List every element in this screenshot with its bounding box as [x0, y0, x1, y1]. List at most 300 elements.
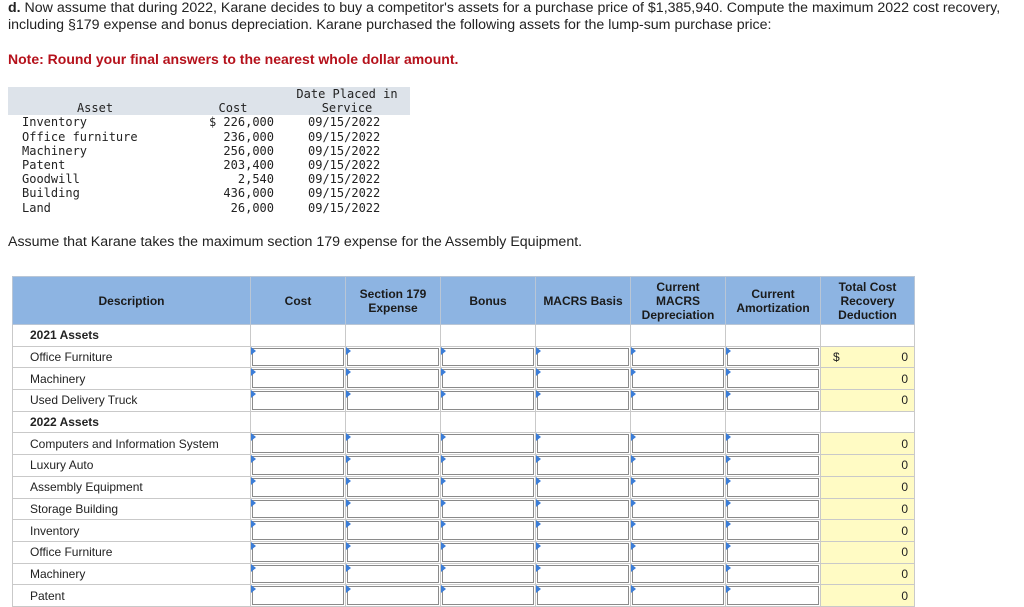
row-description: Office Furniture — [13, 541, 251, 563]
input-marker-icon — [251, 564, 256, 572]
cost-input[interactable] — [251, 368, 346, 390]
input-box[interactable] — [347, 369, 439, 388]
input-box[interactable] — [442, 565, 534, 584]
total-recovery-value — [821, 346, 915, 368]
total-recovery-value — [821, 585, 915, 607]
asset-name: Building — [22, 186, 80, 201]
input-box[interactable] — [727, 369, 819, 388]
input-marker-icon — [346, 585, 351, 593]
input-box[interactable] — [442, 500, 534, 519]
input-box[interactable] — [632, 565, 724, 584]
bonus-header: Bonus — [441, 277, 536, 325]
input-box[interactable] — [537, 391, 629, 410]
input-box[interactable] — [442, 391, 534, 410]
asset-date: 09/15/2022 — [308, 143, 381, 158]
cost-input[interactable] — [251, 455, 346, 477]
current-amortization-input[interactable] — [726, 541, 821, 563]
current-amortization-input[interactable] — [726, 520, 821, 542]
input-box[interactable] — [632, 456, 724, 475]
total-amount: 0 — [901, 393, 908, 408]
macrs-basis-input[interactable] — [536, 476, 631, 498]
total-amount: 0 — [901, 501, 908, 516]
bonus-input[interactable] — [441, 368, 536, 390]
input-marker-icon — [346, 347, 351, 355]
date-header — [284, 87, 410, 115]
grid-row — [13, 476, 915, 498]
input-box[interactable] — [537, 478, 629, 497]
input-marker-icon — [441, 347, 446, 355]
input-box[interactable] — [347, 565, 439, 584]
input-box[interactable] — [727, 348, 819, 367]
input-marker-icon — [251, 542, 256, 550]
input-marker-icon — [726, 390, 731, 398]
empty-cell — [726, 411, 821, 433]
macrs-basis-header: MACRS Basis — [536, 277, 631, 325]
input-marker-icon — [441, 433, 446, 441]
input-marker-icon — [536, 347, 541, 355]
current-amortization-input[interactable] — [726, 390, 821, 412]
empty-cell — [536, 325, 631, 347]
asset-row — [8, 201, 410, 215]
grid-row — [13, 498, 915, 520]
input-marker-icon — [536, 585, 541, 593]
input-marker-icon — [346, 542, 351, 550]
section-header-row — [13, 411, 915, 433]
asset-date: 09/15/2022 — [308, 115, 381, 130]
input-box[interactable] — [347, 434, 439, 453]
input-box[interactable] — [347, 391, 439, 410]
macrs-basis-input[interactable] — [536, 520, 631, 542]
total-amount: 0 — [901, 545, 908, 560]
total-recovery-value — [821, 433, 915, 455]
input-marker-icon — [536, 520, 541, 528]
input-box[interactable] — [632, 543, 724, 562]
input-marker-icon — [631, 455, 636, 463]
input-box[interactable] — [252, 369, 344, 388]
current-macrs-input[interactable] — [631, 390, 726, 412]
input-marker-icon — [631, 520, 636, 528]
input-box[interactable] — [632, 434, 724, 453]
input-box[interactable] — [537, 586, 629, 605]
input-box[interactable] — [632, 500, 724, 519]
total-recovery-value — [821, 390, 915, 412]
total-recovery-value — [821, 368, 915, 390]
input-marker-icon — [251, 433, 256, 441]
current-macrs-input[interactable] — [631, 476, 726, 498]
description-header: Description — [13, 277, 251, 325]
input-box[interactable] — [347, 586, 439, 605]
input-box[interactable] — [537, 434, 629, 453]
input-box[interactable] — [727, 586, 819, 605]
total-recovery-value — [821, 476, 915, 498]
input-marker-icon — [726, 368, 731, 376]
asset-row — [8, 130, 410, 144]
cost-input[interactable] — [251, 498, 346, 520]
cost-input[interactable] — [251, 563, 346, 585]
input-marker-icon — [536, 390, 541, 398]
bonus-input[interactable] — [441, 390, 536, 412]
total-recovery-value — [821, 498, 915, 520]
current-amortization-input[interactable] — [726, 476, 821, 498]
row-description: Office Furniture — [13, 346, 251, 368]
cost-input[interactable] — [251, 476, 346, 498]
current-macrs-input[interactable] — [631, 346, 726, 368]
input-box[interactable] — [632, 586, 724, 605]
s179-input[interactable] — [346, 520, 441, 542]
total-amount: 0 — [901, 371, 908, 386]
empty-cell — [441, 411, 536, 433]
total-amount: 0 — [901, 566, 908, 581]
grid-row — [13, 541, 915, 563]
asset-date: 09/15/2022 — [308, 200, 381, 215]
input-box[interactable] — [537, 521, 629, 540]
purchased-assets-table — [8, 87, 410, 215]
input-box[interactable] — [727, 543, 819, 562]
input-box[interactable] — [252, 391, 344, 410]
input-box[interactable] — [727, 521, 819, 540]
cost-input[interactable] — [251, 433, 346, 455]
macrs-basis-input[interactable] — [536, 433, 631, 455]
current-macrs-input[interactable] — [631, 541, 726, 563]
row-description: Patent — [13, 585, 251, 607]
macrs-basis-input[interactable] — [536, 498, 631, 520]
current-amortization-header: Current Amortization — [726, 277, 821, 325]
input-marker-icon — [441, 564, 446, 572]
input-marker-icon — [346, 477, 351, 485]
cost-header: Cost — [182, 87, 284, 115]
cost-input[interactable] — [251, 520, 346, 542]
total-recovery-value — [821, 455, 915, 477]
input-box[interactable] — [347, 521, 439, 540]
input-marker-icon — [346, 564, 351, 572]
input-marker-icon — [536, 368, 541, 376]
current-amortization-input[interactable] — [726, 455, 821, 477]
macrs-basis-input[interactable] — [536, 541, 631, 563]
asset-date: 09/15/2022 — [308, 172, 381, 187]
total-amount: 0 — [901, 350, 908, 365]
current-macrs-input[interactable] — [631, 498, 726, 520]
section179-header: Section 179 Expense — [346, 277, 441, 325]
input-marker-icon — [726, 564, 731, 572]
s179-input[interactable] — [346, 541, 441, 563]
grid-row — [13, 585, 915, 607]
input-box[interactable] — [537, 456, 629, 475]
input-box[interactable] — [252, 434, 344, 453]
part-label: d. — [8, 0, 21, 16]
input-box[interactable] — [347, 478, 439, 497]
input-marker-icon — [726, 347, 731, 355]
input-box[interactable] — [442, 434, 534, 453]
input-marker-icon — [536, 499, 541, 507]
current-amortization-input[interactable] — [726, 585, 821, 607]
input-box[interactable] — [442, 478, 534, 497]
asset-cost: 256,000 — [223, 143, 274, 158]
total-amount: 0 — [901, 588, 908, 603]
cost-input[interactable] — [251, 585, 346, 607]
grid-row — [13, 520, 915, 542]
cost-input[interactable] — [251, 346, 346, 368]
empty-cell — [346, 325, 441, 347]
input-marker-icon — [726, 520, 731, 528]
input-box[interactable] — [347, 456, 439, 475]
total-amount: 0 — [901, 436, 908, 451]
input-box[interactable] — [347, 348, 439, 367]
section-label: 2022 Assets — [13, 411, 251, 433]
row-description: Machinery — [13, 368, 251, 390]
input-box[interactable] — [537, 348, 629, 367]
macrs-basis-input[interactable] — [536, 455, 631, 477]
asset-row — [8, 115, 410, 129]
empty-cell — [251, 325, 346, 347]
bonus-input[interactable] — [441, 476, 536, 498]
total-recovery-header: Total Cost Recovery Deduction — [821, 277, 915, 325]
section-label: 2021 Assets — [13, 325, 251, 347]
date-header-line2: Service — [321, 101, 373, 116]
asset-cost: 236,000 — [223, 129, 274, 144]
input-box[interactable] — [252, 586, 344, 605]
empty-cell — [251, 411, 346, 433]
input-box[interactable] — [632, 391, 724, 410]
asset-name: Patent — [22, 158, 66, 173]
input-box[interactable] — [632, 348, 724, 367]
total-amount: 0 — [901, 458, 908, 473]
current-macrs-input[interactable] — [631, 455, 726, 477]
input-marker-icon — [441, 585, 446, 593]
empty-cell — [631, 411, 726, 433]
current-macrs-input[interactable] — [631, 520, 726, 542]
input-marker-icon — [726, 585, 731, 593]
input-box[interactable] — [442, 369, 534, 388]
input-marker-icon — [346, 499, 351, 507]
asset-row — [8, 158, 410, 172]
s179-input[interactable] — [346, 390, 441, 412]
input-box[interactable] — [632, 369, 724, 388]
input-marker-icon — [251, 499, 256, 507]
input-box[interactable] — [442, 543, 534, 562]
input-box[interactable] — [252, 565, 344, 584]
total-amount: 0 — [901, 523, 908, 538]
asset-cost: 26,000 — [230, 200, 274, 215]
input-marker-icon — [251, 347, 256, 355]
s179-input[interactable] — [346, 368, 441, 390]
input-box[interactable] — [537, 543, 629, 562]
s179-input[interactable] — [346, 498, 441, 520]
bonus-input[interactable] — [441, 541, 536, 563]
input-box[interactable] — [252, 521, 344, 540]
date-header-line1: Date Placed in — [296, 87, 398, 101]
input-box[interactable] — [632, 478, 724, 497]
row-description: Assembly Equipment — [13, 476, 251, 498]
input-box[interactable] — [727, 456, 819, 475]
input-marker-icon — [631, 585, 636, 593]
bonus-input[interactable] — [441, 455, 536, 477]
asset-cost: 203,400 — [223, 158, 274, 173]
bonus-input[interactable] — [441, 585, 536, 607]
rounding-note: Note: Round your final answers to the nearest whole dollar amount. — [8, 51, 459, 67]
asset-name: Land — [22, 200, 51, 215]
grid-row — [13, 455, 915, 477]
dollar-sign: $ — [833, 350, 840, 365]
empty-cell — [821, 325, 915, 347]
input-box[interactable] — [442, 348, 534, 367]
input-marker-icon — [631, 347, 636, 355]
row-description: Storage Building — [13, 498, 251, 520]
input-marker-icon — [536, 433, 541, 441]
input-marker-icon — [441, 368, 446, 376]
empty-cell — [726, 325, 821, 347]
current-macrs-input[interactable] — [631, 433, 726, 455]
s179-input[interactable] — [346, 346, 441, 368]
input-marker-icon — [251, 390, 256, 398]
input-marker-icon — [726, 433, 731, 441]
macrs-basis-input[interactable] — [536, 585, 631, 607]
input-marker-icon — [346, 390, 351, 398]
asset-cost: $ 226,000 — [208, 115, 274, 130]
current-macrs-input[interactable] — [631, 563, 726, 585]
input-box[interactable] — [727, 434, 819, 453]
input-marker-icon — [346, 455, 351, 463]
grid-row — [13, 563, 915, 585]
input-marker-icon — [251, 585, 256, 593]
bonus-input[interactable] — [441, 563, 536, 585]
row-description: Inventory — [13, 520, 251, 542]
bonus-input[interactable] — [441, 346, 536, 368]
input-box[interactable] — [442, 586, 534, 605]
row-description: Luxury Auto — [13, 455, 251, 477]
current-amortization-input[interactable] — [726, 498, 821, 520]
current-macrs-header: Current MACRS Depreciation — [631, 277, 726, 325]
empty-cell — [441, 325, 536, 347]
s179-input[interactable] — [346, 455, 441, 477]
input-marker-icon — [251, 520, 256, 528]
grid-row — [13, 390, 915, 412]
input-marker-icon — [726, 477, 731, 485]
asset-header: Asset — [8, 87, 182, 115]
input-box[interactable] — [537, 500, 629, 519]
input-marker-icon — [726, 455, 731, 463]
row-description: Used Delivery Truck — [13, 390, 251, 412]
input-box[interactable] — [442, 521, 534, 540]
grid-row — [13, 368, 915, 390]
input-marker-icon — [536, 564, 541, 572]
input-marker-icon — [631, 390, 636, 398]
empty-cell — [821, 411, 915, 433]
input-box[interactable] — [252, 348, 344, 367]
input-marker-icon — [441, 542, 446, 550]
input-marker-icon — [726, 542, 731, 550]
bonus-input[interactable] — [441, 498, 536, 520]
current-amortization-input[interactable] — [726, 433, 821, 455]
input-marker-icon — [631, 433, 636, 441]
asset-row — [8, 186, 410, 200]
current-amortization-input[interactable] — [726, 563, 821, 585]
macrs-basis-input[interactable] — [536, 390, 631, 412]
cost-recovery-grid — [12, 276, 915, 607]
macrs-basis-input[interactable] — [536, 368, 631, 390]
input-box[interactable] — [727, 565, 819, 584]
empty-cell — [346, 411, 441, 433]
input-marker-icon — [251, 477, 256, 485]
row-description: Machinery — [13, 563, 251, 585]
input-marker-icon — [251, 368, 256, 376]
input-box[interactable] — [347, 500, 439, 519]
asset-cost: 436,000 — [223, 186, 274, 201]
current-amortization-input[interactable] — [726, 368, 821, 390]
s179-input[interactable] — [346, 433, 441, 455]
input-marker-icon — [441, 499, 446, 507]
macrs-basis-input[interactable] — [536, 563, 631, 585]
input-box[interactable] — [727, 391, 819, 410]
asset-date: 09/15/2022 — [308, 158, 381, 173]
input-box[interactable] — [727, 478, 819, 497]
s179-input[interactable] — [346, 563, 441, 585]
cost-col-header: Cost — [251, 277, 346, 325]
input-box[interactable] — [632, 521, 724, 540]
total-recovery-value — [821, 563, 915, 585]
input-marker-icon — [346, 368, 351, 376]
input-box[interactable] — [252, 456, 344, 475]
total-recovery-value — [821, 541, 915, 563]
input-marker-icon — [346, 520, 351, 528]
empty-cell — [536, 411, 631, 433]
current-macrs-input[interactable] — [631, 585, 726, 607]
question-text: Now assume that during 2022, Karane decides to buy a competitor's assets for a purchase price of $1,385,940. Compute the maximum 2022 cost recovery, including §179 expense and bonus depreciation. Karane purchased the following assets for the lump-sum purchase price: — [8, 0, 1001, 33]
input-box[interactable] — [442, 456, 534, 475]
input-marker-icon — [536, 542, 541, 550]
bonus-input[interactable] — [441, 520, 536, 542]
asset-cost: 2,540 — [237, 172, 274, 187]
grid-row — [13, 433, 915, 455]
grid-row — [13, 346, 915, 368]
s179-input[interactable] — [346, 476, 441, 498]
s179-input[interactable] — [346, 585, 441, 607]
question-prompt — [8, 0, 1008, 34]
input-marker-icon — [631, 564, 636, 572]
current-amortization-input[interactable] — [726, 346, 821, 368]
input-marker-icon — [441, 520, 446, 528]
bonus-input[interactable] — [441, 433, 536, 455]
macrs-basis-input[interactable] — [536, 346, 631, 368]
asset-date: 09/15/2022 — [308, 129, 381, 144]
asset-name: Office furniture — [22, 129, 138, 144]
input-box[interactable] — [727, 500, 819, 519]
cost-input[interactable] — [251, 390, 346, 412]
input-marker-icon — [441, 455, 446, 463]
input-box[interactable] — [347, 543, 439, 562]
input-marker-icon — [631, 477, 636, 485]
input-box[interactable] — [537, 565, 629, 584]
cost-input[interactable] — [251, 541, 346, 563]
asset-date: 09/15/2022 — [308, 186, 381, 201]
input-marker-icon — [251, 455, 256, 463]
input-marker-icon — [441, 390, 446, 398]
asset-row — [8, 144, 410, 158]
total-amount: 0 — [901, 480, 908, 495]
total-recovery-value — [821, 520, 915, 542]
input-box[interactable] — [537, 369, 629, 388]
input-marker-icon — [536, 455, 541, 463]
row-description: Computers and Information System — [13, 433, 251, 455]
input-box[interactable] — [252, 478, 344, 497]
asset-name: Inventory — [22, 115, 88, 130]
input-box[interactable] — [252, 500, 344, 519]
asset-name: Machinery — [22, 143, 88, 158]
asset-name: Goodwill — [22, 172, 80, 187]
input-box[interactable] — [252, 543, 344, 562]
current-macrs-input[interactable] — [631, 368, 726, 390]
input-marker-icon — [631, 368, 636, 376]
input-marker-icon — [631, 542, 636, 550]
